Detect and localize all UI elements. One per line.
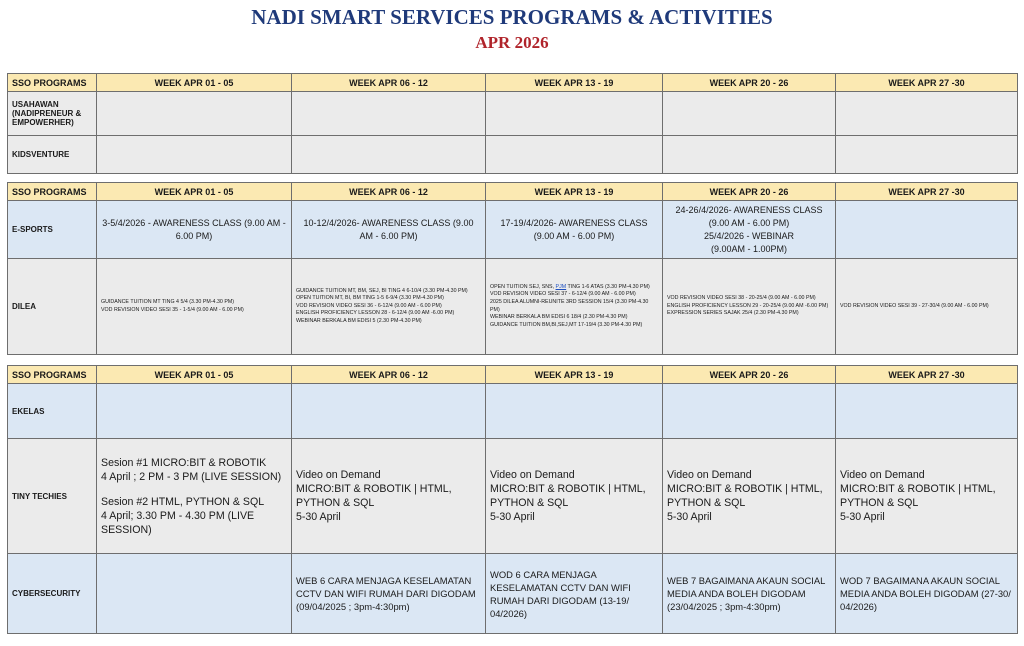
tiny-week4 [663,439,836,554]
dilea-week3 [486,259,663,355]
col-header-week4: WEEK APR 20 - 26 [663,366,836,384]
col-header-week4: WEEK APR 20 - 26 [663,183,836,201]
cell-empty [486,136,663,174]
esports-week4-line: (9.00AM - 1.00PM) [710,243,788,254]
cell-empty [836,92,1018,136]
table-row-kidsventure [8,136,1018,174]
row-label-cybersecurity: CYBERSECURITY [8,554,97,634]
row-label-usahawan: USAHAWAN (NADIPRENEUR & EMPOWERHER) [8,92,97,136]
dilea-week5 [836,259,1018,355]
row-label-kidsventure: KIDSVENTURE [8,136,97,174]
vod-body: MICRO:BIT & ROBOTIK | HTML, PYTHON & SQL [490,483,646,509]
col-header-week5: WEEK APR 27 -30 [836,74,1018,92]
dilea-item: OPEN TUITION MT, BI, BM TING 1-5 6-9/4 (3.30 PM-4.30 PM) [296,295,444,302]
dilea-item-text: OPEN TUITION SEJ, SNS, [490,283,556,290]
cell-empty [292,92,486,136]
col-header-week1: WEEK APR 01 - 05 [97,74,292,92]
cyber-week5: WOD 7 BAGAIMANA AKAUN SOCIAL MEDIA ANDA BOLEH DIGODAM (27-30/ 04/2026) [836,554,1018,634]
esports-week4-line: (9.00 AM - 6.00 PM) [708,217,790,228]
cell-empty [836,384,1018,439]
dilea-item: GUIDANCE TUITION MT, BM, SEJ, BI TING 4 6-10/4 (3.30 PM-4.30 PM) [296,287,468,294]
programs-table-1 [7,73,1018,174]
header-row [8,74,1018,92]
vod-dates: 5-30 April [296,511,341,523]
cell-empty [97,554,292,634]
row-label-tiny-techies: TINY TECHIES [8,439,97,554]
cell-empty [836,201,1018,259]
dilea-week1 [97,259,292,355]
dilea-item: WEBINAR BERKALA BM EDISI 5 (2.30 PM-4.30 PM) [296,317,422,324]
cell-empty [663,136,836,174]
col-header-programs: SSO PROGRAMS [8,366,97,384]
pjm-link[interactable]: PJM [555,283,567,290]
row-label-dilea: DILEA [8,259,97,355]
header-row [8,183,1018,201]
cell-empty [486,384,663,439]
table-row-cybersecurity [8,554,1018,634]
col-header-week1: WEEK APR 01 - 05 [97,183,292,201]
tiny-session1-time: 4 April ; 2 PM - 3 PM (LIVE SESSION) [101,470,282,483]
esports-week1: 3-5/4/2026 - AWARENESS CLASS (9.00 AM - 6.00 PM) [97,201,292,259]
programs-table-3 [7,365,1018,634]
tiny-session1-title: Sesion #1 MICRO:BIT & ROBOTIK [101,456,267,469]
col-header-programs: SSO PROGRAMS [8,183,97,201]
dilea-week4 [663,259,836,355]
cell-empty [97,92,292,136]
dilea-item-text: TING 1-6 ATAS (3.30 PM-4.30 PM) [566,283,650,290]
programs-table-2 [7,182,1018,355]
vod-dates: 5-30 April [840,511,885,523]
dilea-item: ENGLISH PROFICIENCY LESSON 28 - 6-12/4 (9.00 AM -6.00 PM) [296,310,455,317]
col-header-week5: WEEK APR 27 -30 [836,183,1018,201]
page-title: NADI SMART SERVICES PROGRAMS & ACTIVITIES [251,5,773,29]
dilea-item: WEBINAR BERKALA BM EDISI 6 18/4 (2.30 PM-4.30 PM) [490,314,628,321]
dilea-item: VOD REVISION VIDEO SESI 37 - 6-12/4 (9.00 AM - 6.00 PM) [490,291,636,298]
vod-title: Video on Demand [490,469,575,481]
col-header-week4: WEEK APR 20 - 26 [663,74,836,92]
dilea-item: 2025 DILEA ALUMNI-REUNITE 3RD SESSION 15/4 (3.30 PM-4.30 PM) [490,298,649,313]
col-header-week3: WEEK APR 13 - 19 [486,183,663,201]
table-row-tiny-techies [8,439,1018,554]
cell-empty [663,384,836,439]
cell-empty [292,136,486,174]
tiny-session2-time: 4 April; 3.30 PM - 4.30 PM (LIVE SESSION) [101,509,255,536]
cell-empty [292,384,486,439]
dilea-item [490,284,658,292]
esports-week4-line: 25/4/2026 - WEBINAR [703,230,795,241]
row-label-esports: E-SPORTS [8,201,97,259]
cell-empty [836,136,1018,174]
row-label-ekelas: EKELAS [8,384,97,439]
dilea-item: GUIDANCE TUITION BM,BI,SEJ,MT 17-19/4 (3.30 PM-4.30 PM) [490,321,643,328]
tiny-week3 [486,439,663,554]
table-row-esports [8,201,1018,259]
table-row-usahawan [8,92,1018,136]
vod-body: MICRO:BIT & ROBOTIK | HTML, PYTHON & SQL [296,483,452,509]
table-row-ekelas [8,384,1018,439]
tiny-week2 [292,439,486,554]
cyber-week4: WEB 7 BAGAIMANA AKAUN SOCIAL MEDIA ANDA BOLEH DIGODAM (23/04/2025 ; 3pm-4:30pm) [663,554,836,634]
tiny-session2-title: Sesion #2 HTML, PYTHON & SQL [101,495,265,508]
col-header-week5: WEEK APR 27 -30 [836,366,1018,384]
cell-empty [97,136,292,174]
dilea-item: VOD REVISION VIDEO SESI 38 - 20-25/4 (9.00 AM - 6.00 PM) [667,295,816,302]
vod-title: Video on Demand [296,469,381,481]
vod-body: MICRO:BIT & ROBOTIK | HTML, PYTHON & SQL [840,483,996,509]
col-header-week2: WEEK APR 06 - 12 [292,74,486,92]
col-header-week3: WEEK APR 13 - 19 [486,366,663,384]
vod-dates: 5-30 April [667,511,712,523]
dilea-item: VOD REVISION VIDEO SESI 36 - 6-12/4 (9.00 AM - 6.00 PM) [296,302,442,309]
dilea-item: EXPRESSION SERIES SAJAK 25/4 (2.30 PM-4.30 PM) [667,310,799,317]
cyber-week3: WOD 6 CARA MENJAGA KESELAMATAN CCTV DAN WIFI RUMAH DARI DIGODAM (13-19/ 04/2026) [486,554,663,634]
esports-week4-line: 24-26/4/2026- AWARENESS CLASS [675,204,823,215]
col-header-week3: WEEK APR 13 - 19 [486,74,663,92]
col-header-programs: SSO PROGRAMS [8,74,97,92]
dilea-item: VOD REVISION VIDEO SESI 39 - 27-30/4 (9.00 AM - 6.00 PM) [840,302,989,309]
dilea-item: GUIDANCE TUITION MT TING 4 5/4 (3.30 PM-4.30 PM) [101,298,235,305]
vod-title: Video on Demand [667,469,752,481]
header-row [8,366,1018,384]
vod-title: Video on Demand [840,469,925,481]
col-header-week2: WEEK APR 06 - 12 [292,366,486,384]
esports-week4 [663,201,836,259]
cell-empty [663,92,836,136]
vod-body: MICRO:BIT & ROBOTIK | HTML, PYTHON & SQL [667,483,823,509]
esports-week3: 17-19/4/2026- AWARENESS CLASS (9.00 AM - 6.00 PM) [486,201,663,259]
dilea-item: ENGLISH PROFICIENCY LESSON 29 - 20-25/4 (9.00 AM -6.00 PM) [667,302,829,309]
cell-empty [97,384,292,439]
page-subtitle: APR 2026 [475,33,549,52]
esports-week2: 10-12/4/2026- AWARENESS CLASS (9.00 AM - 6.00 PM) [292,201,486,259]
cyber-week2: WEB 6 CARA MENJAGA KESELAMATAN CCTV DAN WIFI RUMAH DARI DIGODAM (09/04/2025 ; 3pm-4:30pm) [292,554,486,634]
cell-empty [486,92,663,136]
tiny-week1 [97,439,292,554]
col-header-week1: WEEK APR 01 - 05 [97,366,292,384]
table-row-dilea [8,259,1018,355]
dilea-week2 [292,259,486,355]
tiny-week5 [836,439,1018,554]
dilea-item: VOD REVISION VIDEO SESI 35 - 1-5/4 (9.00 AM - 6.00 PM) [101,306,244,313]
vod-dates: 5-30 April [490,511,535,523]
col-header-week2: WEEK APR 06 - 12 [292,183,486,201]
